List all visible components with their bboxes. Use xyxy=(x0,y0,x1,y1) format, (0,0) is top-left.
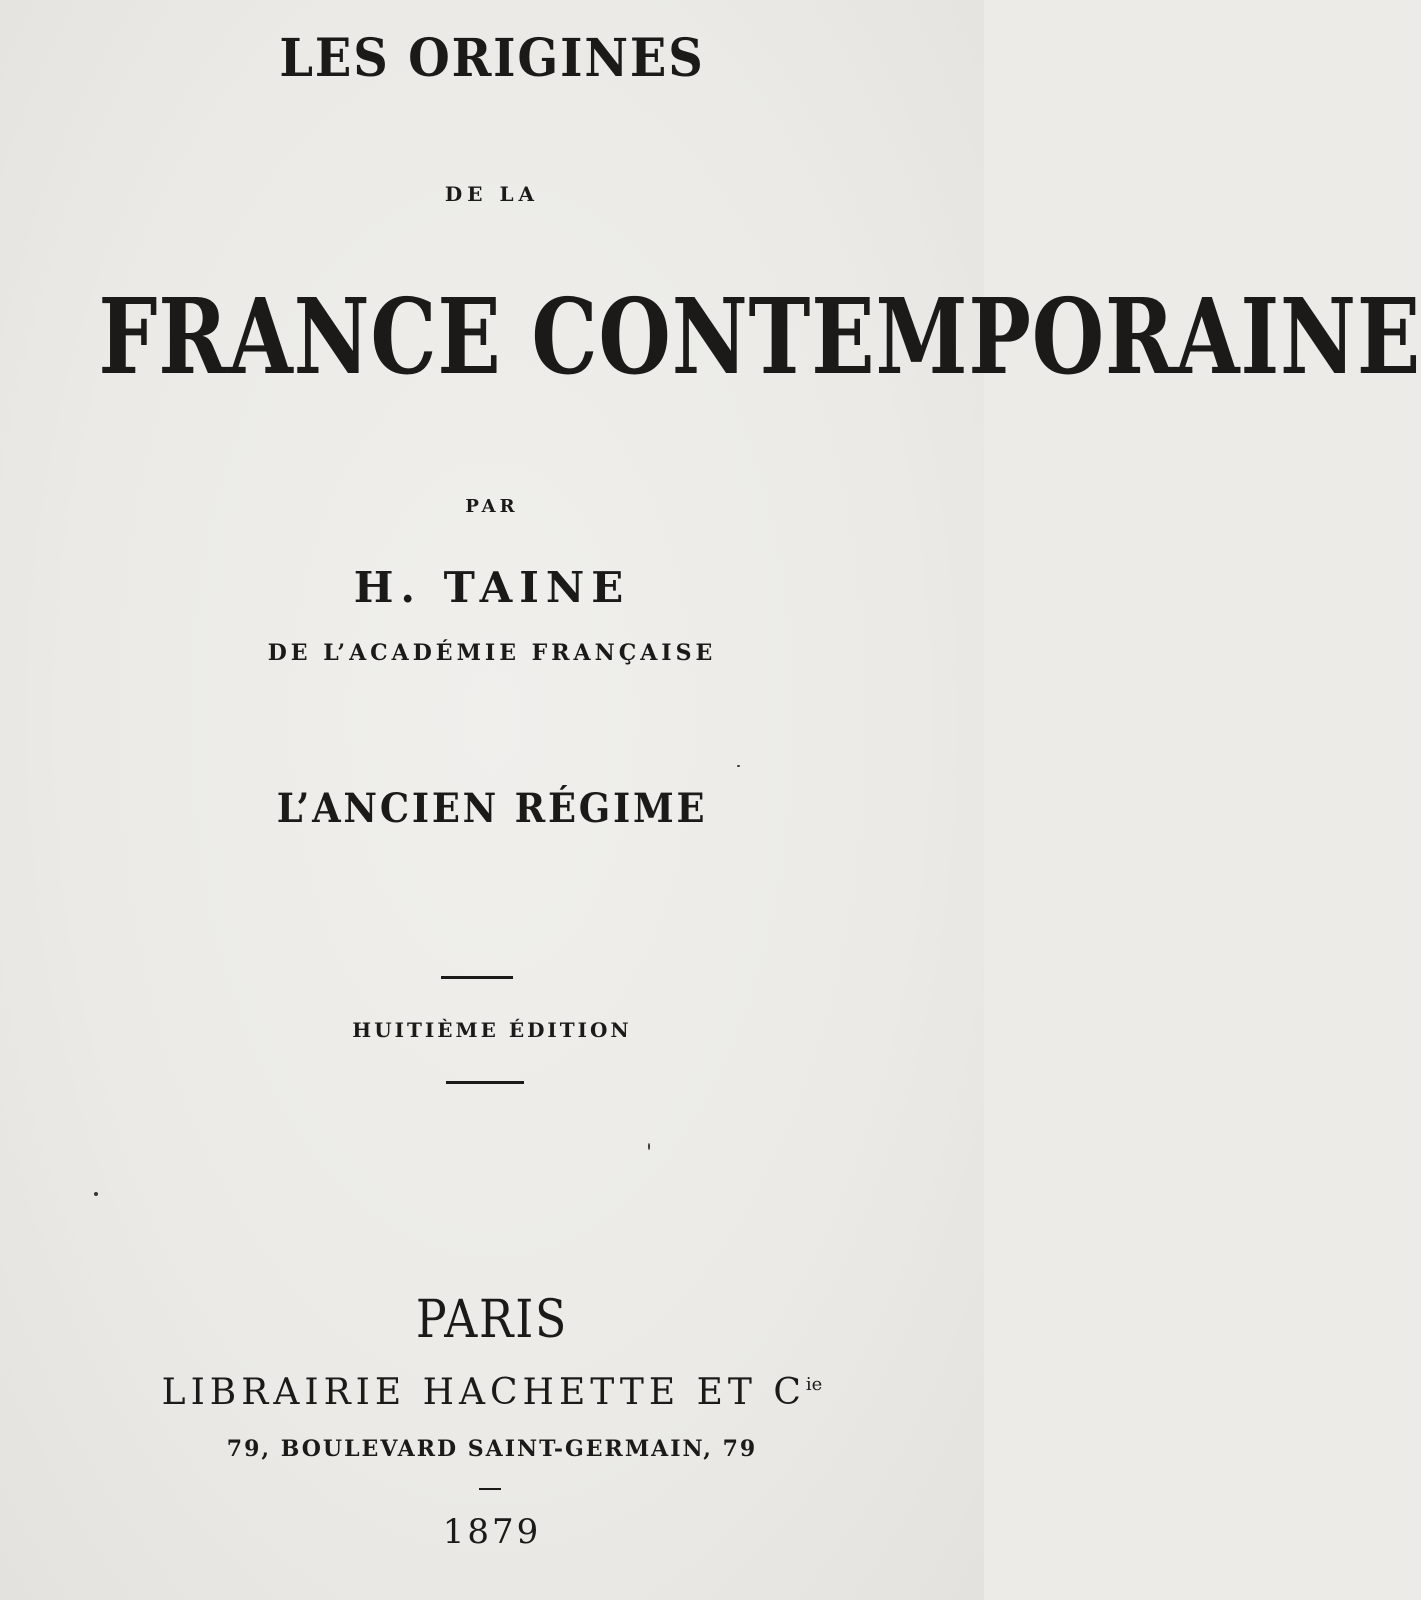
divider-rule-top xyxy=(441,976,513,979)
title-line-1: LES ORIGINES xyxy=(279,28,705,89)
publisher-address: 79, BOULEVARD SAINT-GERMAIN, 79 xyxy=(226,1436,758,1462)
paper-speck xyxy=(94,1192,98,1196)
title-line-2: DE LA xyxy=(444,182,540,206)
publication-year: 1879 xyxy=(442,1512,542,1552)
edition-label: HUITIÈME ÉDITION xyxy=(352,1018,632,1042)
publisher-suffix: ie xyxy=(805,1374,823,1395)
publisher-text: LIBRAIRIE HACHETTE ET C xyxy=(161,1372,806,1413)
author-affiliation: DE L’ACADÉMIE FRANÇAISE xyxy=(267,640,717,666)
author-name: H. TAINE xyxy=(353,563,631,612)
divider-rule-small xyxy=(479,1488,501,1490)
volume-title: L’ANCIEN RÉGIME xyxy=(276,785,708,832)
publisher-name xyxy=(0,1372,984,1413)
publication-city: PARIS xyxy=(415,1290,569,1350)
by-label: PAR xyxy=(465,496,519,517)
paper-speck xyxy=(648,1143,650,1150)
divider-rule-bottom xyxy=(446,1081,524,1084)
main-title: FRANCE CONTEMPORAINE xyxy=(98,275,1421,398)
paper-speck xyxy=(737,765,740,767)
